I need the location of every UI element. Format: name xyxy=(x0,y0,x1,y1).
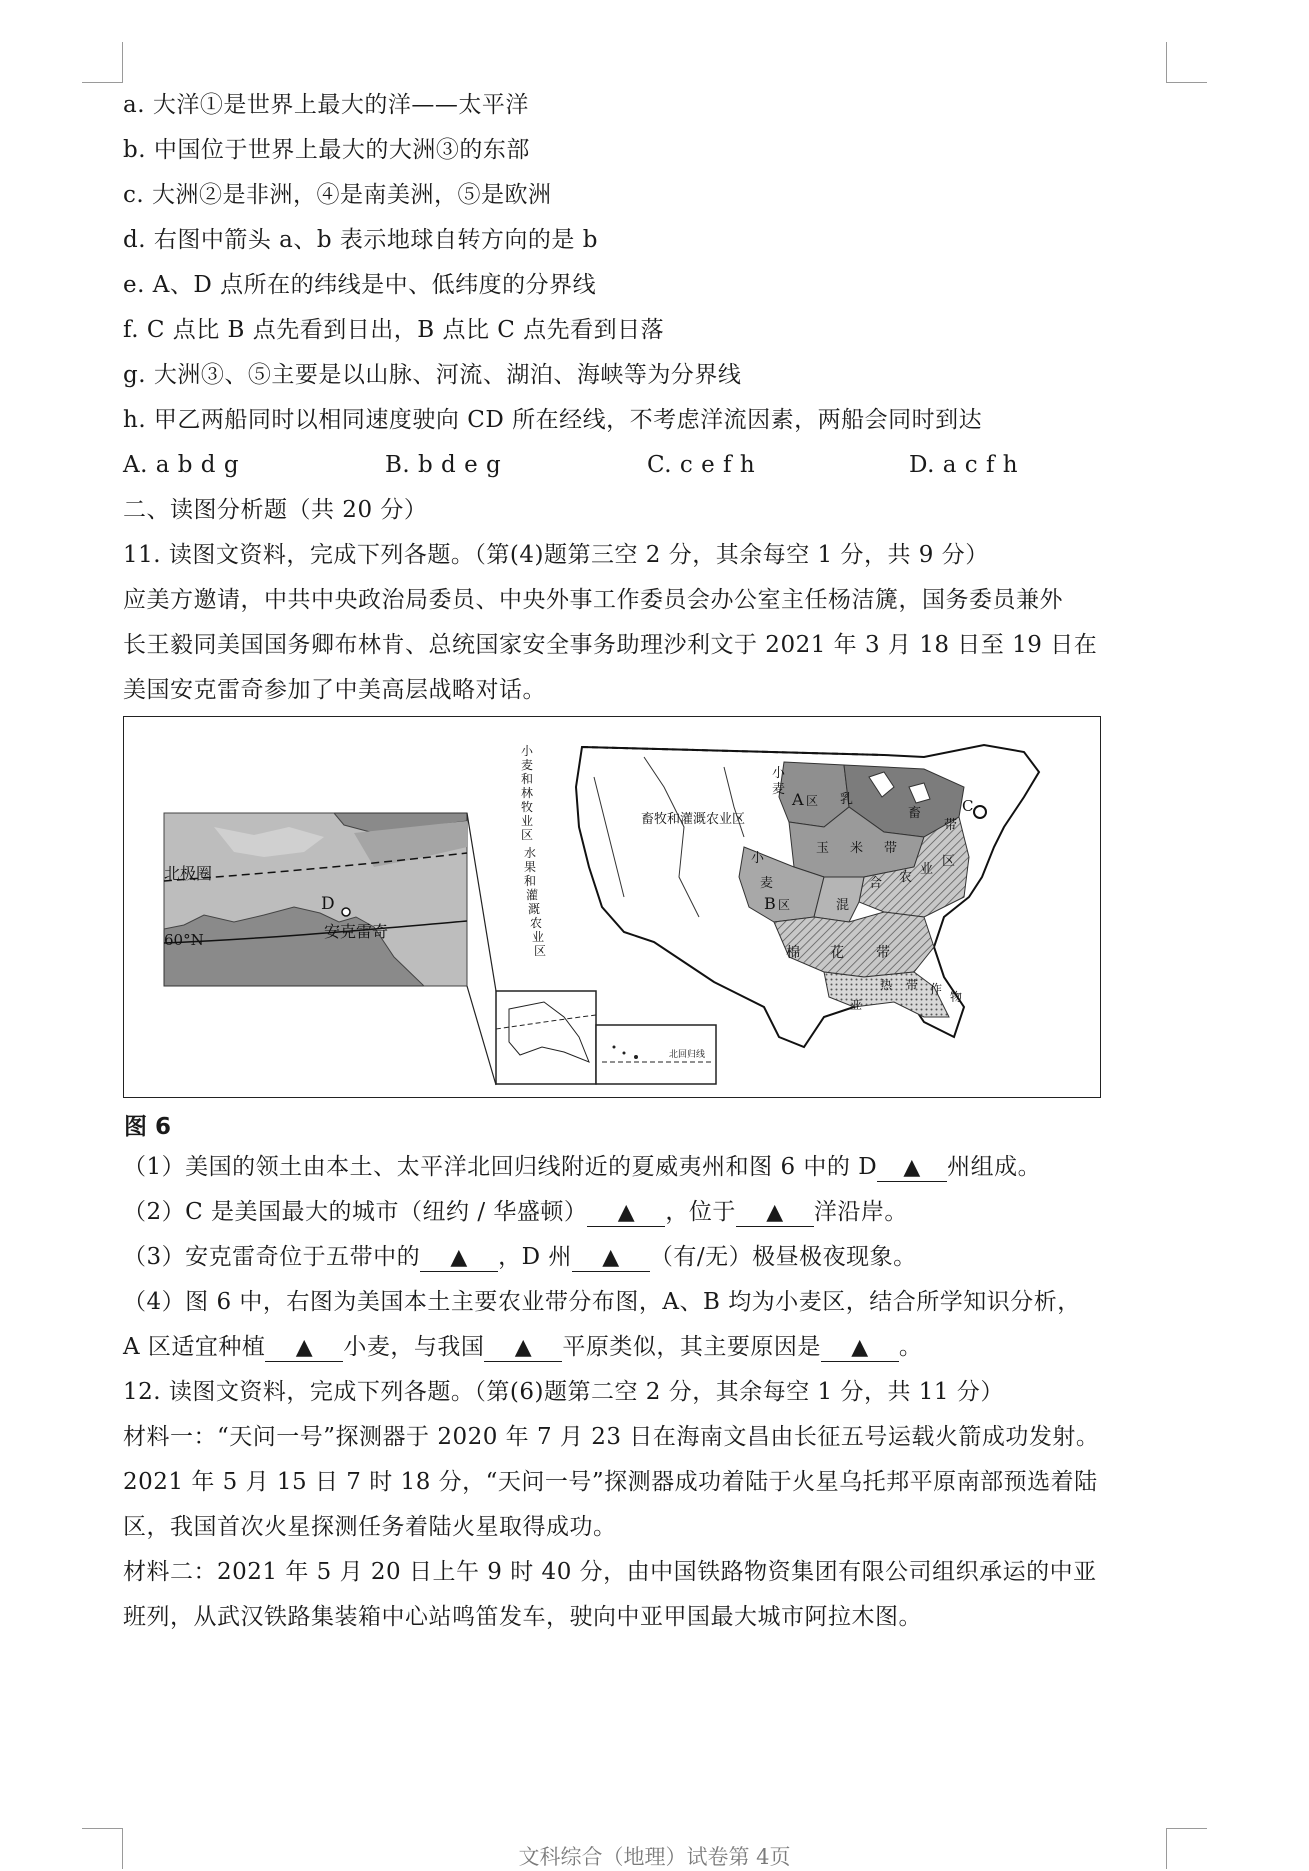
q11-para-line3: 美国安克雷奇参加了中美高层战略对话。 xyxy=(123,677,546,703)
section2-title: 二、读图分析题（共 20 分） xyxy=(123,497,428,523)
label-anchorage: 安克雷奇 xyxy=(324,922,389,941)
label-sub-4: 作 xyxy=(930,982,943,996)
label-tropic: 北回归线 xyxy=(669,1050,706,1060)
figure-caption: 图 6 xyxy=(124,1114,172,1140)
label-fruit-8: 区 xyxy=(534,944,547,958)
label-ru: 乳 xyxy=(840,792,854,807)
q11-sub4-line2: A 区适宜种植 ▲ 小麦，与我国 ▲ 平原类似，其主要原因是 ▲ 。 xyxy=(123,1334,923,1360)
label-fruit-4: 灌 xyxy=(526,888,539,902)
label-xiao: 小 xyxy=(751,851,765,866)
page-footer: 文科综合（地理）试卷第 4页 xyxy=(518,1845,791,1869)
label-cotton-1: 棉 xyxy=(786,945,800,961)
label-west-7: 区 xyxy=(521,828,534,842)
q12-m2-line2: 班列，从武汉铁路集装箱中心站鸣笛发车，驶向中亚甲国最大城市阿拉木图。 xyxy=(123,1604,922,1630)
label-fruit-2: 果 xyxy=(524,860,537,874)
option-c: c. 大洲②是非洲，④是南美洲，⑤是欧洲 xyxy=(123,182,552,208)
answer-blank-3[interactable]: ▲ xyxy=(736,1200,814,1227)
label-west-2: 麦 xyxy=(521,758,534,772)
label-dai-dairy: 带 xyxy=(944,818,958,833)
label-d: D xyxy=(321,894,335,914)
q11-sub1: （1）美国的领土由本土、太平洋北回归线附近的夏威夷州和图 6 中的 D ▲ 州组成。 xyxy=(123,1154,1042,1180)
label-nongye-1: 农 xyxy=(899,870,913,885)
label-corn-1: 玉 xyxy=(816,841,830,856)
label-west-3: 和 xyxy=(521,772,534,786)
figure-6-map xyxy=(123,716,1101,1098)
answer-blank-6[interactable]: ▲ xyxy=(265,1335,343,1362)
answer-blank-4[interactable]: ▲ xyxy=(420,1245,498,1272)
label-sub-2: 热 xyxy=(880,978,893,992)
label-qu-a: 区 xyxy=(806,794,819,808)
label-corn-2: 米 xyxy=(850,841,864,856)
label-corn-3: 带 xyxy=(884,841,898,856)
label-xiaomai-1: 小 xyxy=(772,766,786,781)
label-c: C xyxy=(962,797,974,815)
label-60n: 60°N xyxy=(164,931,204,949)
label-he: 合 xyxy=(869,876,883,891)
label-qu-b: 区 xyxy=(778,898,791,912)
option-b: b. 中国位于世界上最大的大洲③的东部 xyxy=(123,137,530,163)
q12-m1-line1: 材料一：“天问一号”探测器于 2020 年 7 月 23 日在海南文昌由长征五号运载火箭成功发射。 xyxy=(123,1424,1100,1450)
label-xiaomai-2: 麦 xyxy=(772,782,786,797)
label-fruit-5: 溉 xyxy=(528,902,541,916)
label-west-4: 林 xyxy=(521,786,534,800)
map-svg xyxy=(124,717,1102,1099)
small-insets xyxy=(496,991,716,1084)
choice-a[interactable]: A. a b d g xyxy=(123,452,240,478)
label-region-a: A xyxy=(792,790,804,809)
label-sub-3: 带 xyxy=(906,978,919,992)
label-nongye-3: 区 xyxy=(942,854,956,869)
q11-para-line1: 应美方邀请，中共中央政治局委员、中央外事工作委员会办公室主任杨洁篪，国务委员兼外 xyxy=(123,587,1063,613)
nyc-point xyxy=(974,806,986,818)
answer-blank-2[interactable]: ▲ xyxy=(587,1200,665,1227)
label-fruit-1: 水 xyxy=(524,846,537,860)
option-f: f. C 点比 B 点先看到日出，B 点比 C 点先看到日落 xyxy=(123,317,665,343)
option-h: h. 甲乙两船同时以相同速度驶向 CD 所在经线，不考虑洋流因素，两船会同时到达 xyxy=(123,407,983,433)
label-region-b: B xyxy=(764,894,776,913)
answer-blank-8[interactable]: ▲ xyxy=(821,1335,899,1362)
q12-m1-line3: 区，我国首次火星探测任务着陆火星取得成功。 xyxy=(123,1514,617,1540)
label-fruit-6: 农 xyxy=(530,916,543,930)
crop-mark-top-left xyxy=(82,42,123,83)
answer-choices xyxy=(123,450,1171,480)
q12-m2-line1: 材料二：2021 年 5 月 20 日上午 9 时 40 分，由中国铁路物资集团有限公司组织承运的中亚 xyxy=(123,1559,1097,1585)
q11-sub2: （2）C 是美国最大的城市（纽约 / 华盛顿） ▲ ，位于 ▲ 洋沿岸。 xyxy=(123,1199,908,1225)
label-west-6: 业 xyxy=(521,814,534,828)
crop-mark-top-right xyxy=(1166,42,1207,83)
label-cotton-2: 花 xyxy=(830,945,844,961)
q11-sub4-line1: （4）图 6 中，右图为美国本土主要农业带分布图，A、B 均为小麦区，结合所学知识分析， xyxy=(123,1289,1081,1315)
label-hun: 混 xyxy=(836,898,850,913)
label-fruit-3: 和 xyxy=(524,874,537,888)
q11-para-line2: 长王毅同美国国务卿布林肯、总统国家安全事务助理沙利文于 2021 年 3 月 18 日至 19 日在 xyxy=(123,632,1098,658)
label-cotton-3: 带 xyxy=(876,945,890,961)
usa-agri-map xyxy=(521,744,1039,1047)
answer-blank-7[interactable]: ▲ xyxy=(484,1335,562,1362)
label-mai: 麦 xyxy=(760,876,774,891)
label-west-1: 小 xyxy=(521,744,534,758)
q12-m1-line2: 2021 年 5 月 15 日 7 时 18 分，“天问一号”探测器成功着陆于火星乌托邦平原南部预选着陆 xyxy=(123,1469,1098,1495)
label-west-5: 牧 xyxy=(521,800,534,814)
label-arctic-circle: 北极圈 xyxy=(164,864,213,883)
label-nongye-2: 业 xyxy=(920,862,934,877)
label-fruit-7: 业 xyxy=(532,930,545,944)
answer-blank-5[interactable]: ▲ xyxy=(572,1245,650,1272)
label-sub-1: 亚 xyxy=(850,998,863,1012)
q12-header: 12. 读图文资料，完成下列各题。（第(6)题第二空 2 分，其余每空 1 分，共 11 分） xyxy=(123,1379,1004,1405)
option-d: d. 右图中箭头 a、b 表示地球自转方向的是 b xyxy=(123,227,598,253)
label-sub-5: 物 xyxy=(950,990,963,1004)
choice-c[interactable]: C. c e f h xyxy=(647,452,756,478)
label-xu: 畜 xyxy=(908,806,922,821)
option-g: g. 大洲③、⑤主要是以山脉、河流、湖泊、海峡等为分界线 xyxy=(123,362,742,388)
alaska-inset xyxy=(164,813,467,986)
label-grazing: 畜牧和灌溉农业区 xyxy=(641,812,746,827)
option-a: a. 大洋①是世界上最大的洋——太平洋 xyxy=(123,92,529,118)
choice-b[interactable]: B. b d e g xyxy=(385,452,502,478)
answer-blank-1[interactable]: ▲ xyxy=(877,1155,947,1182)
q11-header: 11. 读图文资料，完成下列各题。（第(4)题第三空 2 分，其余每空 1 分，共 9 分） xyxy=(123,542,989,568)
choice-d[interactable]: D. a c f h xyxy=(909,452,1019,478)
q11-sub3: （3）安克雷奇位于五带中的 ▲ ，D 州 ▲ （有/无）极昼极夜现象。 xyxy=(123,1244,917,1270)
anchorage-point xyxy=(342,908,350,916)
option-e: e. A、D 点所在的纬线是中、低纬度的分界线 xyxy=(123,272,597,298)
